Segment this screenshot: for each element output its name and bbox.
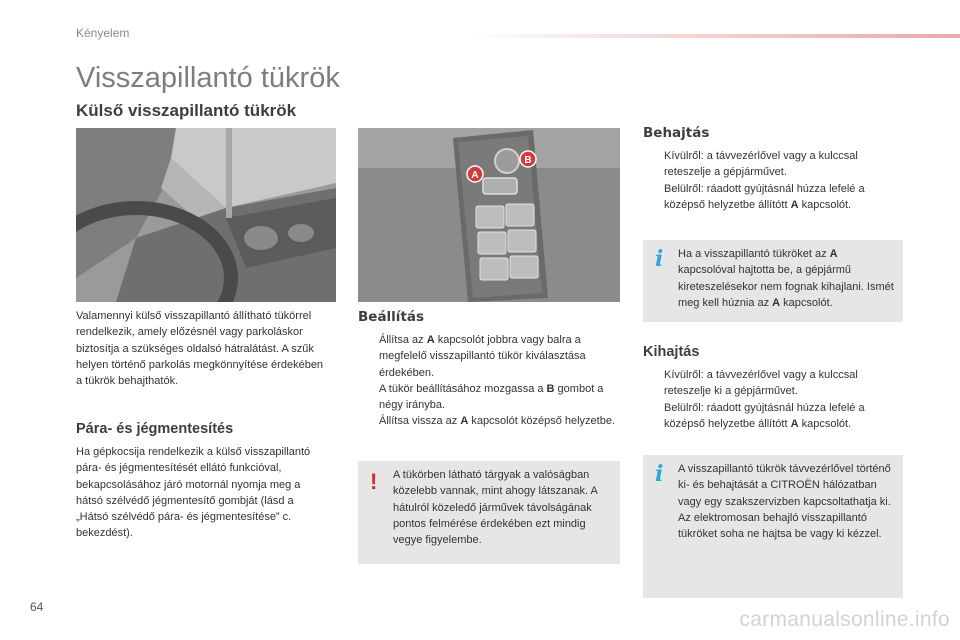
info-icon: i (655, 461, 664, 487)
page-number: 64 (30, 600, 44, 614)
list-item: A tükör beállításához mozgassa a B gombot a négy irányba. (379, 382, 604, 412)
warning-note (358, 461, 620, 564)
list-item: Belülről: ráadott gyújtásnál húzza lefelé a középső helyzetbe állítótt A kapcsolót. (664, 401, 865, 430)
list-item: Belülről: ráadott gyújtásnál húzza lefelé a középső helyzetbe állítótt A kapcsolót. (664, 182, 865, 211)
section-label: Kényelem (76, 26, 130, 40)
info-icon: i (655, 246, 664, 272)
folding-steps (643, 148, 905, 213)
switch-panel-art (358, 128, 620, 302)
unfolding-steps (643, 367, 905, 432)
interior-photo (76, 128, 336, 302)
folding-info-note (643, 240, 903, 322)
top-rule (470, 34, 960, 38)
intro-paragraph: Valamennyi külső visszapillantó állítható tükörrel rendelkezik, amely előzésnél vagy parkoláskor biztosítja a szükséges oldalsó hátralátást. A szűk helyen történő parkolás megkönnyítése érdekében a tükrök behajthatók. (76, 310, 324, 388)
folding-heading: Behajtás (643, 125, 710, 141)
unfolding-info-text: A visszapillantó tükrök távvezérlővel történő ki- és behajtását a CITROËN hálózatban vagy egy szakszervizben kapcsoltathatja ki. Az elektromosan behajló visszapillantó tükröket soha ne hajtsa be vagy ki kézzel. (678, 463, 891, 541)
warning-icon: ! (370, 469, 378, 494)
list-item: Kívülről: a távvezérlővel vagy a kulccsal reteszelje a gépjárművet. (664, 150, 858, 179)
switch-panel-photo (358, 128, 620, 302)
label-a: A (471, 170, 479, 181)
section-subtitle: Külső visszapillantó tükrök (76, 101, 297, 120)
adjustment-heading: Beállítás (358, 309, 425, 325)
unfolding-heading: Kihajtás (643, 344, 700, 360)
label-b: B (524, 155, 532, 166)
list-item: Kívülről: a távvezérlővel vagy a kulccsal reteszelje ki a gépjárművet. (664, 369, 858, 398)
folding-info-text: Ha a visszapillantó tükröket az A kapcsolóval hajtotta be, a gépjármű kireteszelésekor nem fognak kihajlani. Ismét meg kell húznia az A kapcsolót. (678, 248, 894, 309)
unfolding-info-note (643, 455, 903, 598)
list-item: Állítsa az A kapcsolót jobbra vagy balra a megfelelő visszapillantó tükör kiválasztása érdekében. (379, 334, 586, 379)
defrost-heading: Pára- és jégmentesítés (76, 421, 234, 437)
adjustment-steps (358, 332, 620, 430)
label-a-marker (467, 166, 483, 182)
page-title: Visszapillantó tükrök (76, 62, 340, 94)
watermark: carmanualsonline.info (739, 608, 950, 631)
defrost-paragraph: Ha gépkocsija rendelkezik a külső visszapillantó pára- és jégmentesítését ellátó funkcióval, bekapcsolásához járó motornál nyomja meg a hátsó szélvédő jégmentesítő gombját (lásd a „Hátsó szélvédő pára- és jégmentesítése” c. bekezdést). (76, 446, 311, 540)
interior-photo-art (76, 128, 336, 302)
list-item: Állítsa vissza az A kapcsolót középső helyzetbe. (379, 415, 616, 428)
warning-text: A tükörben látható tárgyak a valóságban közelebb vannak, mint ahogy látszanak. A hátulról közeledő járművek távolságának pontos felmérése érdekében ezt mindig vegye figyelembe. (393, 469, 598, 547)
label-b-marker (520, 151, 536, 167)
